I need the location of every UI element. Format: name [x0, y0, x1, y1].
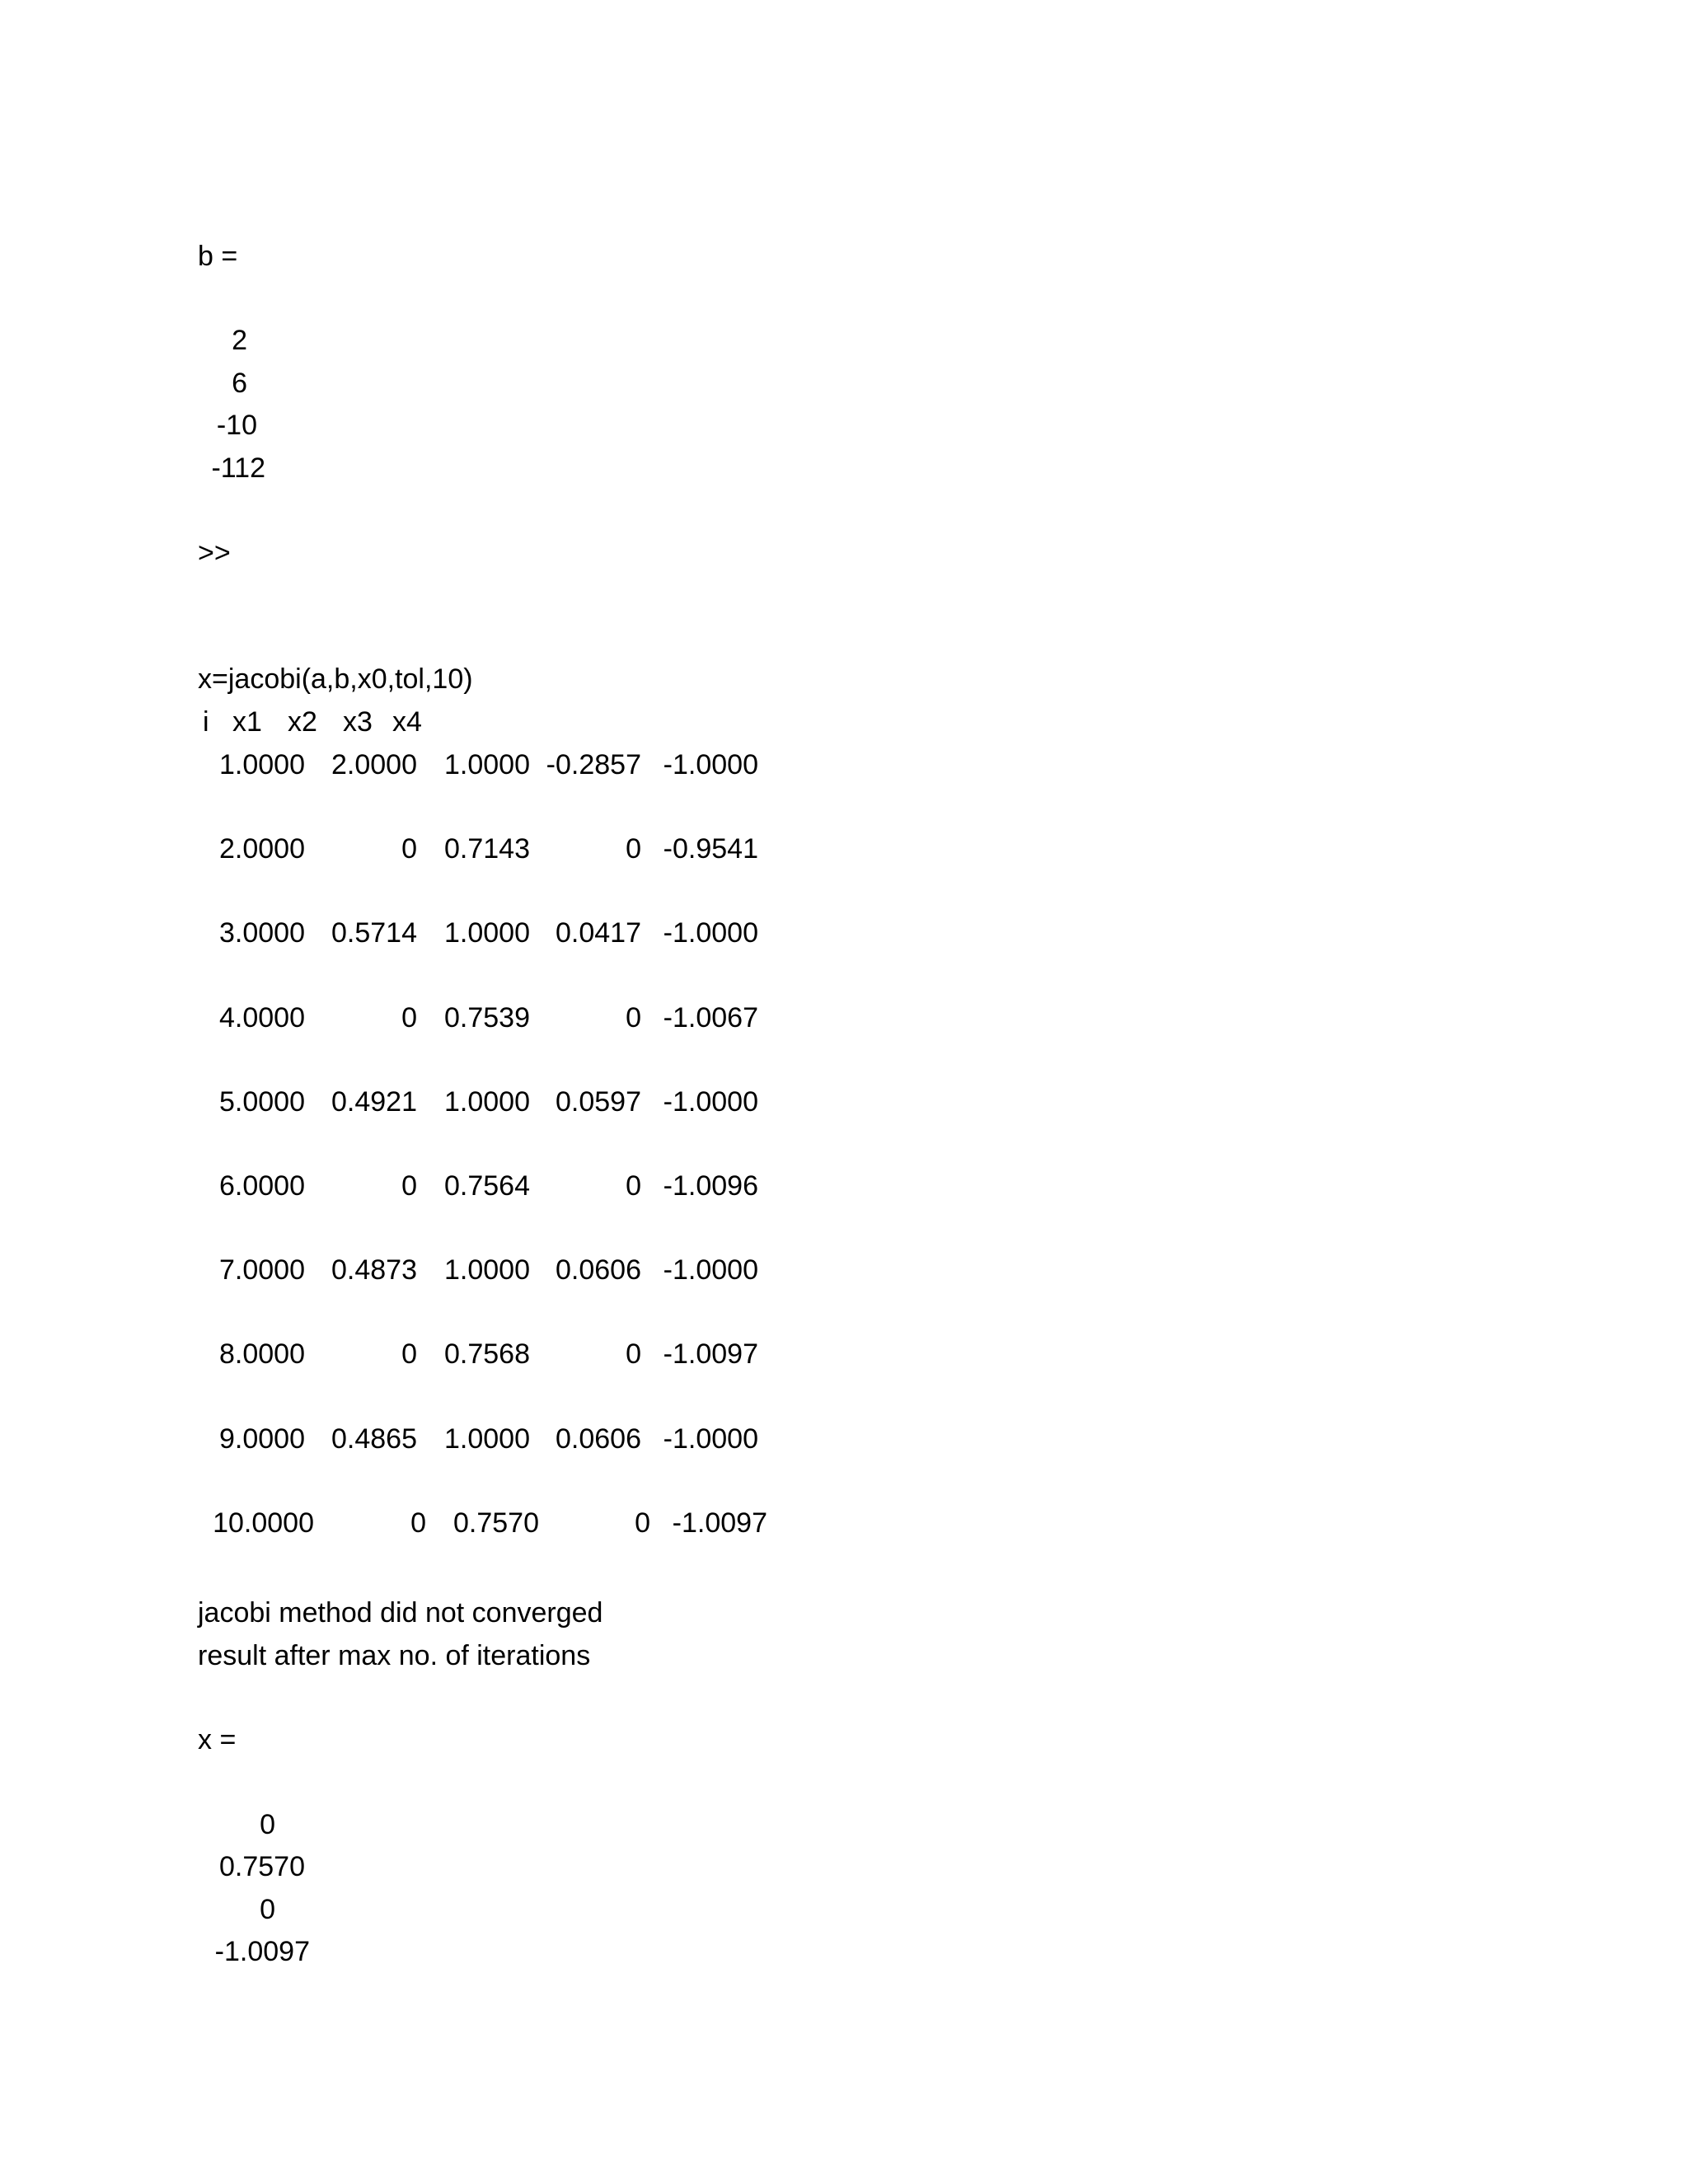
- table-cell: 1.0000: [444, 917, 530, 949]
- x-value: 0: [260, 1809, 275, 1840]
- table-cell: -1.0000: [663, 1086, 758, 1118]
- table-cell: 0.0606: [556, 1423, 641, 1455]
- table-cell: -1.0000: [663, 1423, 758, 1455]
- table-cell: 1.0000: [444, 1254, 530, 1286]
- table-cell: 4.0000: [219, 1002, 305, 1033]
- table-cell: 0: [401, 1338, 417, 1370]
- table-cell: 1.0000: [444, 1423, 530, 1455]
- table-cell: -1.0000: [663, 749, 758, 780]
- table-cell: 0.7568: [444, 1338, 530, 1370]
- table-cell: 0: [401, 1002, 417, 1033]
- table-cell: 8.0000: [219, 1338, 305, 1370]
- table-cell: 5.0000: [219, 1086, 305, 1118]
- table-header-x2: x2: [288, 706, 317, 738]
- table-cell: 1.0000: [444, 749, 530, 780]
- table-cell: 6.0000: [219, 1170, 305, 1202]
- table-cell: 0.7570: [453, 1507, 539, 1539]
- table-header-x3: x3: [343, 706, 373, 738]
- table-cell: -1.0067: [663, 1002, 758, 1033]
- b-value: -10: [216, 410, 257, 441]
- table-cell: -1.0097: [672, 1507, 767, 1539]
- table-cell: 2.0000: [331, 749, 417, 780]
- table-cell: 7.0000: [219, 1254, 305, 1286]
- x-value: 0.7570: [219, 1851, 305, 1882]
- message-not-converged: jacobi method did not converged: [198, 1597, 603, 1629]
- table-cell: 0.7143: [444, 833, 530, 865]
- table-cell: 0.7564: [444, 1170, 530, 1202]
- table-cell: -1.0000: [663, 1254, 758, 1286]
- table-cell: 0.0606: [556, 1254, 641, 1286]
- x-label: x =: [198, 1724, 237, 1755]
- b-value: -112: [211, 452, 265, 484]
- x-value: 0: [260, 1894, 275, 1925]
- table-cell: -0.9541: [663, 833, 758, 865]
- table-cell: 0.0597: [556, 1086, 641, 1118]
- table-cell: -1.0000: [663, 917, 758, 949]
- table-cell: 0.4873: [331, 1254, 417, 1286]
- table-cell: 0.5714: [331, 917, 417, 949]
- table-cell: 9.0000: [219, 1423, 305, 1455]
- table-cell: -1.0096: [663, 1170, 758, 1202]
- table-cell: 2.0000: [219, 833, 305, 865]
- b-value: 2: [232, 325, 247, 356]
- table-cell: 0: [626, 1338, 641, 1370]
- table-cell: 0.4921: [331, 1086, 417, 1118]
- table-cell: 3.0000: [219, 917, 305, 949]
- b-label: b =: [198, 241, 238, 272]
- table-cell: 0: [626, 1002, 641, 1033]
- table-cell: 1.0000: [444, 1086, 530, 1118]
- table-cell: 0: [635, 1507, 650, 1539]
- table-cell: 10.0000: [213, 1507, 314, 1539]
- command-line: x=jacobi(a,b,x0,tol,10): [198, 663, 473, 695]
- table-cell: -1.0097: [663, 1338, 758, 1370]
- x-value: -1.0097: [214, 1936, 310, 1967]
- table-cell: 1.0000: [219, 749, 305, 780]
- b-value: 6: [232, 368, 247, 399]
- table-cell: 0.7539: [444, 1002, 530, 1033]
- table-cell: 0: [626, 1170, 641, 1202]
- table-cell: 0: [401, 833, 417, 865]
- command-prompt: >>: [198, 537, 231, 569]
- table-header-x1: x1: [232, 706, 262, 738]
- table-cell: 0: [401, 1170, 417, 1202]
- table-cell: 0: [410, 1507, 426, 1539]
- table-header-i: i: [203, 706, 209, 738]
- table-header-x4: x4: [392, 706, 422, 738]
- table-cell: 0: [626, 833, 641, 865]
- table-cell: 0.0417: [556, 917, 641, 949]
- table-cell: -0.2857: [546, 749, 641, 780]
- table-cell: 0.4865: [331, 1423, 417, 1455]
- message-max-iterations: result after max no. of iterations: [198, 1640, 591, 1671]
